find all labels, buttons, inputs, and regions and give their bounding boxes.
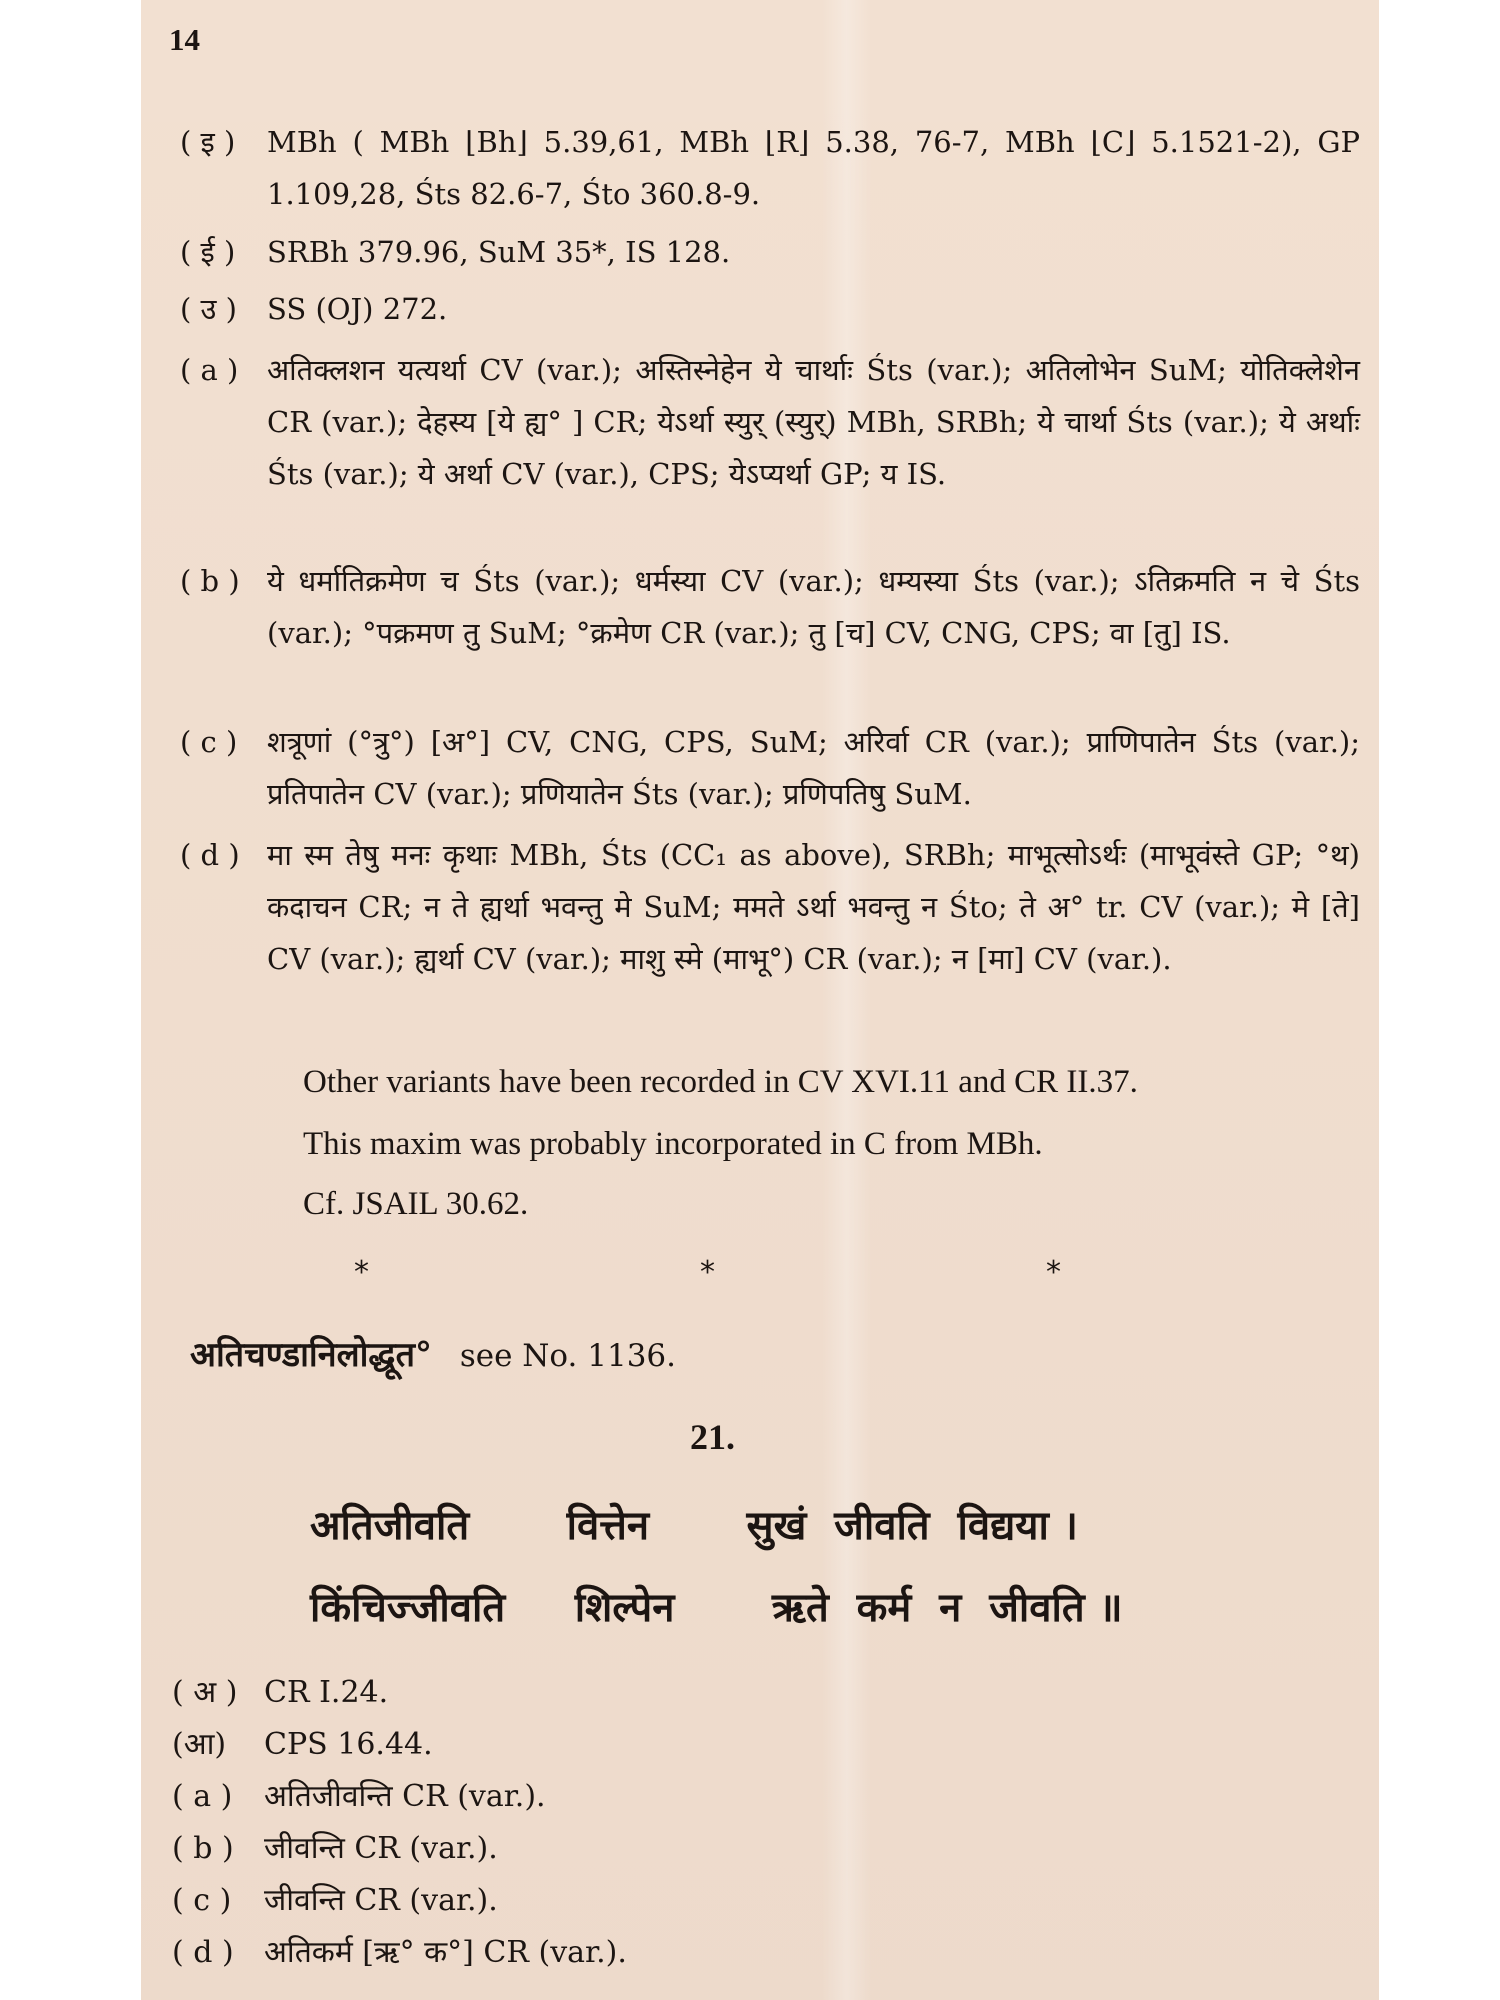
entry-text: MBh ( MBh ⌊Bh⌋ 5.39,61, MBh ⌊R⌋ 5.38, 76-7, MBh ⌊C⌋ 5.1521-2), GP 1.109,28, Śts 82.6-7, Śto 360.8-9. (267, 125, 1360, 211)
entry-text: अतिजीवन्ति CR (var.). (264, 1779, 546, 1814)
divider-star: * (354, 1255, 369, 1290)
entry-text: SS (OJ) 272. (267, 292, 448, 326)
entry-marker: ( d ) (172, 1935, 234, 1970)
entry-text: मा स्म तेषु मनः कृथाः MBh, Śts (CC₁ as above), SRBh; माभूत्सोऽर्थः (माभूवंस्ते GP; °थ) कदाचन CR; न ते ह्यर्था भवन्तु मे SuM; ममते ऽर्था भवन्तु न Śto; ते अ° tr. CV (var.); मे [ते] CV (var.); ह्यर्था CV (var.); माशु स्मे (माभू°) CR (var.); न [मा] CV (var.). (267, 838, 1360, 976)
entry-text: CPS 16.44. (264, 1727, 433, 1762)
divider-star: * (700, 1255, 715, 1290)
entry-text: जीवन्ति CR (var.). (264, 1883, 498, 1918)
variant-entry (180, 116, 1360, 220)
variant-entry (180, 716, 1360, 820)
note-line: Cf. JSAIL 30.62. (303, 1186, 529, 1222)
variant-entry (172, 1933, 627, 1973)
section-number: 21. (690, 1417, 735, 1457)
variant-entry (180, 226, 1360, 278)
entry-text: शत्रूणां (°त्रु°) [अ°] CV, CNG, CPS, SuM; अरिर्वा CR (var.); प्राणिपातेन Śts (var.); प्रतिपातेन CV (var.); प्रणियातेन Śts (var.); प्रणिपतिषु SuM. (267, 725, 1360, 811)
entry-marker: (आ) (172, 1727, 227, 1762)
entry-text: SRBh 379.96, SuM 35*, IS 128. (267, 235, 731, 269)
entry-text: जीवन्ति CR (var.). (264, 1831, 498, 1866)
entry-text: ये धर्मातिक्रमेण च Śts (var.); धर्मस्या CV (var.); धम्यस्या Śts (var.); ऽतिक्रमति न चे Śts (var.); °पक्रमण तु SuM; °क्रमेण CR (var.); तु [च] CV, CNG, CPS; वा [तु] IS. (267, 564, 1360, 650)
crossref-text: see No. 1136. (459, 1338, 676, 1374)
source-entry (172, 1673, 388, 1713)
entry-marker: ( a ) (172, 1779, 233, 1814)
entry-marker: ( b ) (172, 1831, 234, 1866)
variant-entry (180, 344, 1360, 500)
verse-line: अतिजीवति वित्तेन सुखं जीवति विद्यया । (310, 1503, 1078, 1549)
entry-marker: ( b ) (180, 564, 240, 598)
divider-star: * (1046, 1255, 1061, 1290)
entry-text: अतिक्लशन यत्यर्था CV (var.); अस्तिस्नेहेन ये चार्थाः Śts (var.); अतिलोभेन SuM; योतिक्लेशेन CR (var.); देहस्य [ये ह्य° ] CR; येऽर्था स्युर् (स्युर्) MBh, SRBh; ये चार्था Śts (var.); ये अर्थाः Śts (var.); ये अर्था CV (var.), CPS; येऽप्यर्था GP; य IS. (267, 353, 1360, 491)
note-line: Other variants have been recorded in CV XVI.11 and CR II.37. (303, 1064, 1138, 1100)
entry-marker: ( इ ) (180, 125, 236, 159)
entry-marker: ( a ) (180, 353, 239, 387)
variant-entry (172, 1777, 546, 1817)
entry-marker: ( d ) (180, 838, 240, 872)
variant-entry (172, 1829, 498, 1869)
note-line: This maxim was probably incorporated in C from MBh. (303, 1126, 1043, 1162)
variant-entry (172, 1881, 498, 1921)
crossref-headword: अतिचण्डानिलोद्धूत° (190, 1335, 432, 1375)
verse-line: किंचिज्जीवति शिल्पेन ऋते कर्म न जीवति ॥ (310, 1585, 1123, 1631)
variant-entry (180, 555, 1360, 659)
entry-text: अतिकर्म [ऋ° क°] CR (var.). (264, 1935, 627, 1970)
section-divider (300, 1255, 1200, 1295)
entry-marker: ( अ ) (172, 1675, 238, 1710)
entry-text: CR I.24. (264, 1675, 389, 1710)
page-number: 14 (169, 22, 200, 57)
cross-reference (190, 1330, 676, 1376)
variant-entry (180, 829, 1360, 985)
entry-marker: ( c ) (180, 725, 238, 759)
source-entry (172, 1725, 433, 1765)
variant-entry (180, 283, 1360, 335)
entry-marker: ( उ ) (180, 292, 237, 326)
entry-marker: ( c ) (172, 1883, 232, 1918)
entry-marker: ( ई ) (180, 235, 236, 269)
